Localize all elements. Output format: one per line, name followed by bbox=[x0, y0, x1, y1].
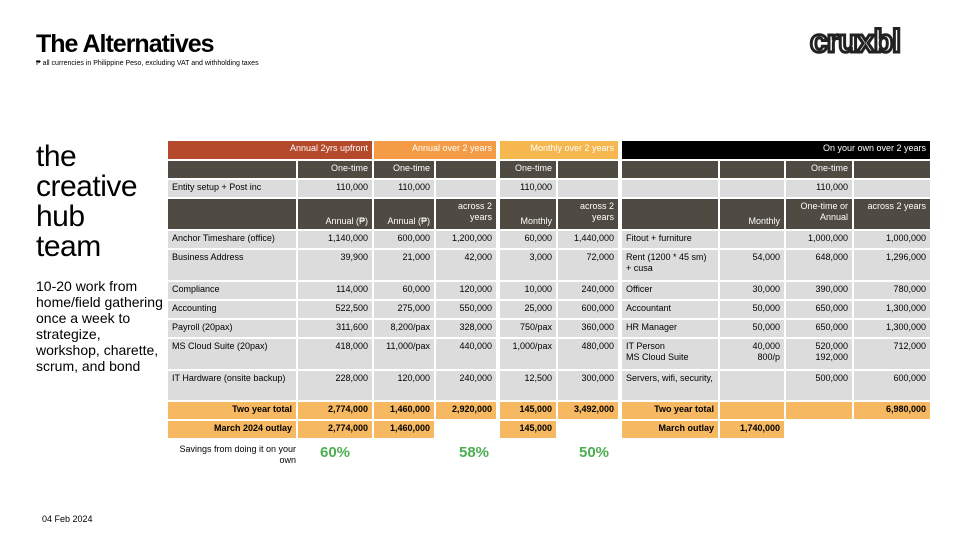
row-value: 311,600 bbox=[298, 320, 372, 337]
side-description: 10-20 work from home/field gathering once a week to strategize, workshop, charette, scrum, and bond bbox=[36, 278, 163, 374]
row-value: 30,000 bbox=[720, 282, 784, 299]
row-value: 390,000 bbox=[786, 282, 852, 299]
outlay-label: March outlay bbox=[622, 421, 718, 438]
total-blank bbox=[720, 402, 784, 419]
header-upfront: Annual 2yrs upfront bbox=[168, 141, 372, 159]
row-value: 60,000 bbox=[500, 231, 556, 248]
row-value: 54,000 bbox=[720, 250, 784, 280]
row-value: 39,900 bbox=[298, 250, 372, 280]
row-value: 12,500 bbox=[500, 371, 556, 400]
row-value: 1,000/pax bbox=[500, 339, 556, 369]
row-value: 300,000 bbox=[558, 371, 618, 400]
row-value: 650,000 bbox=[786, 301, 852, 318]
row-value bbox=[720, 371, 784, 400]
row-value: Officer bbox=[622, 282, 718, 299]
total-label: Two year total bbox=[168, 402, 296, 419]
row-value: 360,000 bbox=[558, 320, 618, 337]
row-value: 240,000 bbox=[436, 371, 496, 400]
side-heading: the creative hub team bbox=[36, 140, 138, 263]
header-onetime: One-time bbox=[786, 161, 852, 178]
row-item: MS Cloud Suite (20pax) bbox=[168, 339, 296, 369]
currency-note: ₱ all currencies in Philippine Peso, excluding VAT and withholding taxes bbox=[36, 60, 259, 67]
header-across2: across 2 years bbox=[436, 199, 496, 229]
header-blank bbox=[622, 161, 718, 178]
row-value: 240,000 bbox=[558, 282, 618, 299]
svg-text:cruxbl: cruxbl bbox=[810, 23, 901, 59]
row-value: 500,000 bbox=[786, 371, 852, 400]
savings-label: Savings from doing it on your own bbox=[179, 444, 296, 465]
outlay-value: 2,774,000 bbox=[298, 421, 372, 438]
header-blank bbox=[720, 161, 784, 178]
total-blank bbox=[786, 402, 852, 419]
header-blank bbox=[168, 199, 296, 229]
row-value: 712,000 bbox=[854, 339, 930, 369]
row-value: 120,000 bbox=[374, 371, 434, 400]
row-value: 50,000 bbox=[720, 320, 784, 337]
savings-monthly: 50% bbox=[578, 444, 610, 461]
date-label: 04 Feb 2024 bbox=[42, 514, 93, 524]
cruxbl-logo bbox=[808, 22, 934, 60]
row-value: 1,300,000 bbox=[854, 301, 930, 318]
header-blank bbox=[622, 199, 718, 229]
header-monthly-col: Monthly bbox=[500, 199, 556, 229]
row-value bbox=[854, 180, 930, 197]
row-value bbox=[622, 180, 718, 197]
row-item: Entity setup + Post inc bbox=[168, 180, 296, 197]
total-value: 2,774,000 bbox=[298, 402, 372, 419]
outlay-value: 1,740,000 bbox=[720, 421, 784, 438]
row-value: Rent (1200 * 45 sm) + cusa bbox=[622, 250, 718, 280]
total-label: Two year total bbox=[622, 402, 718, 419]
row-value: 1,200,000 bbox=[436, 231, 496, 248]
row-value: 21,000 bbox=[374, 250, 434, 280]
row-value: 110,000 bbox=[786, 180, 852, 197]
row-value: 11,000/pax bbox=[374, 339, 434, 369]
row-value bbox=[436, 180, 496, 197]
header-onetime: One-time bbox=[298, 161, 372, 178]
row-value: Fitout + furniture bbox=[622, 231, 718, 248]
row-item: Payroll (20pax) bbox=[168, 320, 296, 337]
row-value: Accountant bbox=[622, 301, 718, 318]
header-onetime: One-time bbox=[500, 161, 556, 178]
row-value: 780,000 bbox=[854, 282, 930, 299]
header-blank bbox=[558, 161, 618, 178]
header-monthly-col: Monthly bbox=[720, 199, 784, 229]
row-value: 520,000 192,000 bbox=[786, 339, 852, 369]
header-blank bbox=[168, 161, 296, 178]
row-value: 650,000 bbox=[786, 320, 852, 337]
header-monthly: Monthly over 2 years bbox=[500, 141, 618, 159]
row-value: 480,000 bbox=[558, 339, 618, 369]
row-value: 25,000 bbox=[500, 301, 556, 318]
row-value: 418,000 bbox=[298, 339, 372, 369]
header-own: On your own over 2 years bbox=[622, 141, 930, 159]
row-value: 648,000 bbox=[786, 250, 852, 280]
header-onetime: One-time bbox=[374, 161, 434, 178]
row-value: 1,440,000 bbox=[558, 231, 618, 248]
row-item: Compliance bbox=[168, 282, 296, 299]
savings-annual: 58% bbox=[458, 444, 490, 461]
row-value: 40,000 800/p bbox=[720, 339, 784, 369]
row-value: 1,000,000 bbox=[786, 231, 852, 248]
row-value: 600,000 bbox=[854, 371, 930, 400]
total-value: 2,920,000 bbox=[436, 402, 496, 419]
row-item: Accounting bbox=[168, 301, 296, 318]
row-value: 1,000,000 bbox=[854, 231, 930, 248]
outlay-value: 1,460,000 bbox=[374, 421, 434, 438]
outlay-value: 145,000 bbox=[500, 421, 556, 438]
row-value: 8,200/pax bbox=[374, 320, 434, 337]
row-value: 110,000 bbox=[298, 180, 372, 197]
header-annual: Annual over 2 years bbox=[374, 141, 496, 159]
row-value: HR Manager bbox=[622, 320, 718, 337]
total-value: 145,000 bbox=[500, 402, 556, 419]
row-value bbox=[720, 180, 784, 197]
row-value: 10,000 bbox=[500, 282, 556, 299]
row-value: 440,000 bbox=[436, 339, 496, 369]
header-across2: across 2 years bbox=[558, 199, 618, 229]
row-value: 110,000 bbox=[374, 180, 434, 197]
row-value: 120,000 bbox=[436, 282, 496, 299]
row-value: 328,000 bbox=[436, 320, 496, 337]
savings-upfront: 60% bbox=[319, 444, 351, 461]
row-value: Servers, wifi, security, bbox=[622, 371, 718, 400]
total-value: 6,980,000 bbox=[854, 402, 930, 419]
row-value: 3,000 bbox=[500, 250, 556, 280]
header-annual-peso: Annual (₱) bbox=[298, 199, 372, 229]
row-value: 114,000 bbox=[298, 282, 372, 299]
row-value: 750/pax bbox=[500, 320, 556, 337]
row-value bbox=[720, 231, 784, 248]
row-value: 1,300,000 bbox=[854, 320, 930, 337]
row-value: 1,140,000 bbox=[298, 231, 372, 248]
row-value: 1,296,000 bbox=[854, 250, 930, 280]
header-onetime-annual: One-time or Annual bbox=[786, 199, 852, 229]
row-item: IT Hardware (onsite backup) bbox=[168, 371, 296, 400]
row-value: 110,000 bbox=[500, 180, 556, 197]
row-value: 522,500 bbox=[298, 301, 372, 318]
header-blank bbox=[436, 161, 496, 178]
row-value bbox=[558, 180, 618, 197]
row-value: 275,000 bbox=[374, 301, 434, 318]
header-across2: across 2 years bbox=[854, 199, 930, 229]
row-item: Business Address bbox=[168, 250, 296, 280]
row-value: 42,000 bbox=[436, 250, 496, 280]
row-item: Anchor Timeshare (office) bbox=[168, 231, 296, 248]
row-value: 600,000 bbox=[558, 301, 618, 318]
header-annual-peso: Annual (₱) bbox=[374, 199, 434, 229]
page-title: The Alternatives bbox=[36, 30, 214, 58]
row-value: IT Person MS Cloud Suite bbox=[622, 339, 718, 369]
header-blank bbox=[854, 161, 930, 178]
outlay-label: March 2024 outlay bbox=[168, 421, 296, 438]
total-value: 1,460,000 bbox=[374, 402, 434, 419]
total-value: 3,492,000 bbox=[558, 402, 618, 419]
row-value: 600,000 bbox=[374, 231, 434, 248]
row-value: 228,000 bbox=[298, 371, 372, 400]
row-value: 72,000 bbox=[558, 250, 618, 280]
row-value: 50,000 bbox=[720, 301, 784, 318]
row-value: 60,000 bbox=[374, 282, 434, 299]
row-value: 550,000 bbox=[436, 301, 496, 318]
